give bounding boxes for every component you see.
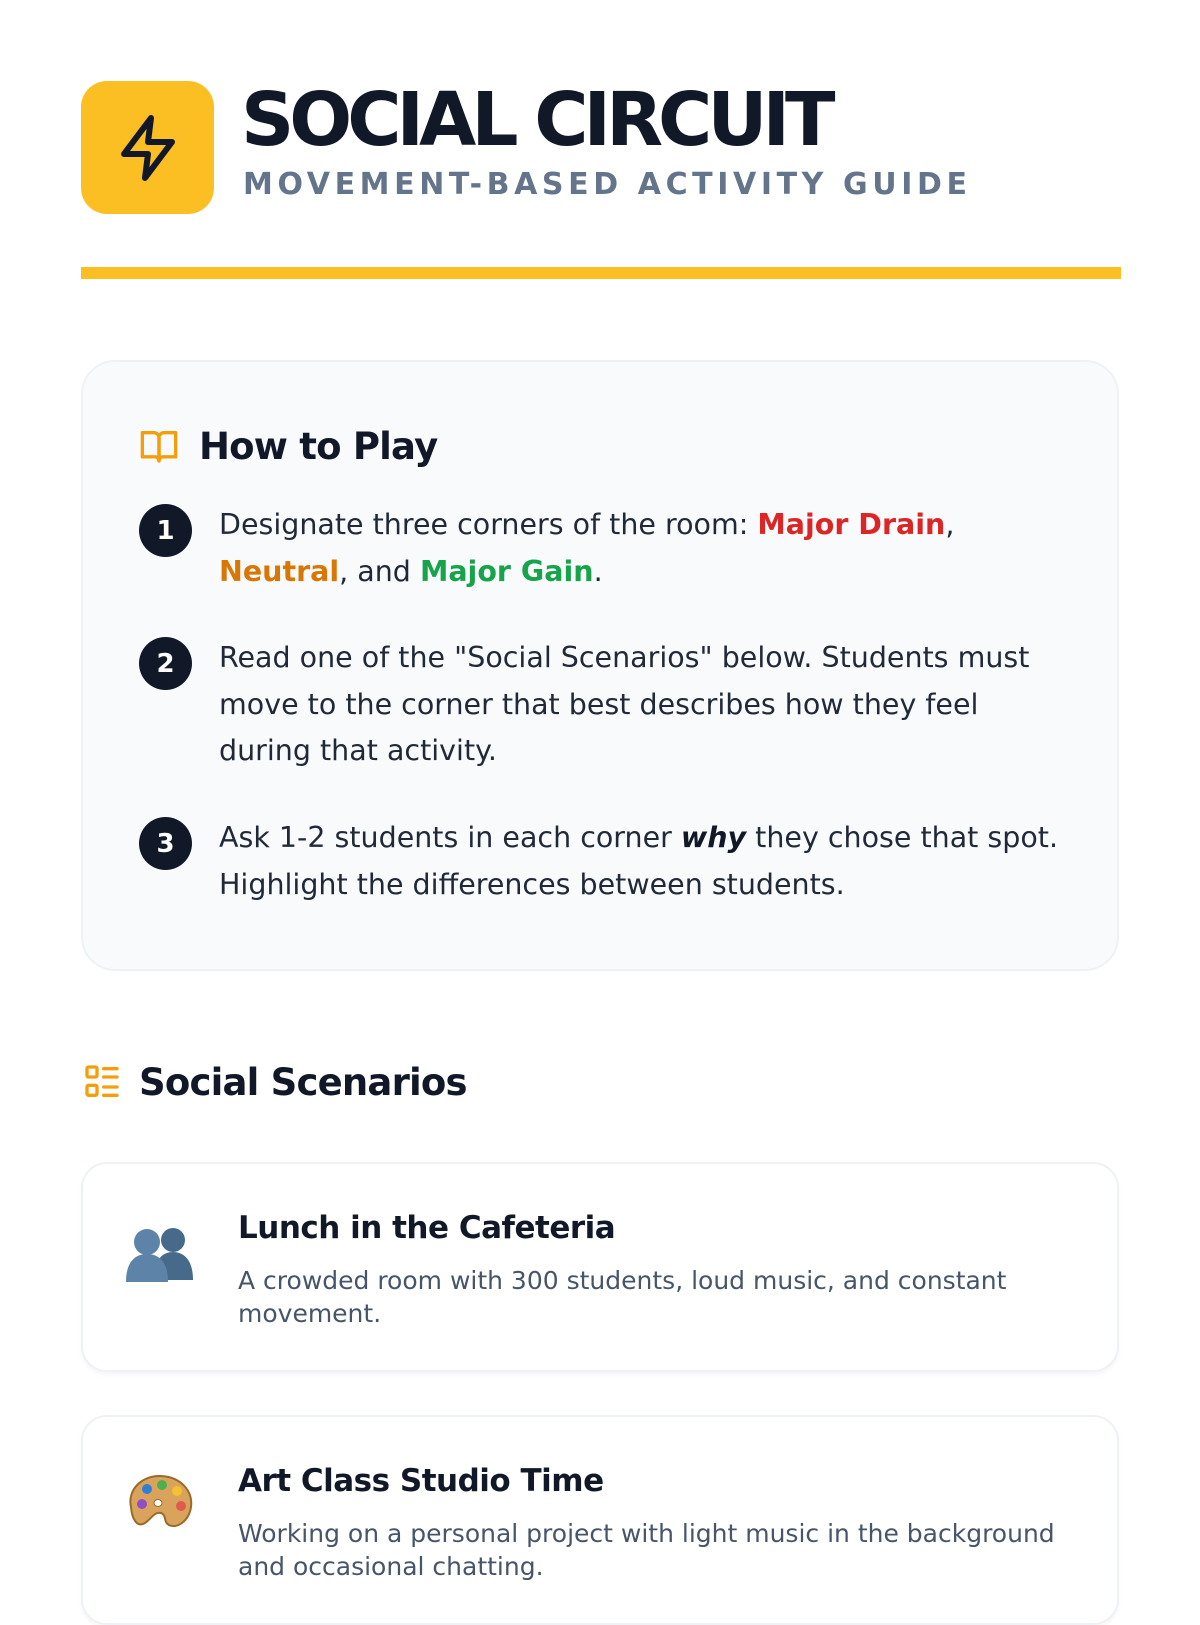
step-text-part: , xyxy=(945,508,955,541)
how-to-play-heading xyxy=(139,422,437,470)
step-text xyxy=(219,502,1079,595)
how-to-play-title: How to Play xyxy=(199,424,438,468)
artist-palette-icon xyxy=(123,1467,197,1541)
step-text-part: . xyxy=(593,554,603,588)
step-text-part: they chose that spot. Highlight the differences between students. xyxy=(219,821,1059,901)
page-header xyxy=(81,77,1121,214)
step-text: Read one of the "Social Scenarios" below. Students must move to the corner that best describes how they feel during that activity. xyxy=(219,641,1030,767)
header-divider xyxy=(81,267,1121,279)
step-text xyxy=(219,815,1079,908)
step-number-badge: 1 xyxy=(139,504,192,557)
step-number-badge: 2 xyxy=(139,637,192,690)
scenario-title: Art Class Studio Time xyxy=(238,1463,604,1499)
logo xyxy=(81,81,214,214)
scenario-description: Working on a personal project with light music in the background and occasional chatting. xyxy=(238,1519,1055,1581)
how-to-play-card xyxy=(81,360,1119,971)
scenario-title: Lunch in the Cafeteria xyxy=(238,1210,616,1246)
major-drain-label: Major Drain xyxy=(757,508,946,541)
social-scenarios-title: Social Scenarios xyxy=(139,1060,467,1104)
step-text-part: , and xyxy=(339,554,420,588)
open-book-icon xyxy=(139,426,179,466)
lightning-bolt-icon xyxy=(112,112,184,184)
major-gain-label: Major Gain xyxy=(419,554,594,588)
two-people-icon xyxy=(123,1214,197,1288)
step-number-badge: 3 xyxy=(139,817,192,870)
scenario-card[interactable] xyxy=(81,1162,1119,1372)
scenario-description: A crowded room with 300 students, loud music, and constant movement. xyxy=(238,1266,1007,1328)
step-text-part: Designate three corners of the room: xyxy=(219,508,758,541)
social-scenarios-heading xyxy=(81,1054,467,1110)
checklist-icon xyxy=(81,1061,123,1103)
scenario-card[interactable] xyxy=(81,1415,1119,1625)
emphasis-word: why xyxy=(680,821,747,854)
neutral-label: Neutral xyxy=(219,554,340,588)
page-subtitle: MOVEMENT-BASED ACTIVITY GUIDE xyxy=(243,167,972,202)
page-title: SOCIAL CIRCUIT xyxy=(241,77,831,163)
step-text-part: Ask 1-2 students in each corner xyxy=(219,821,681,854)
